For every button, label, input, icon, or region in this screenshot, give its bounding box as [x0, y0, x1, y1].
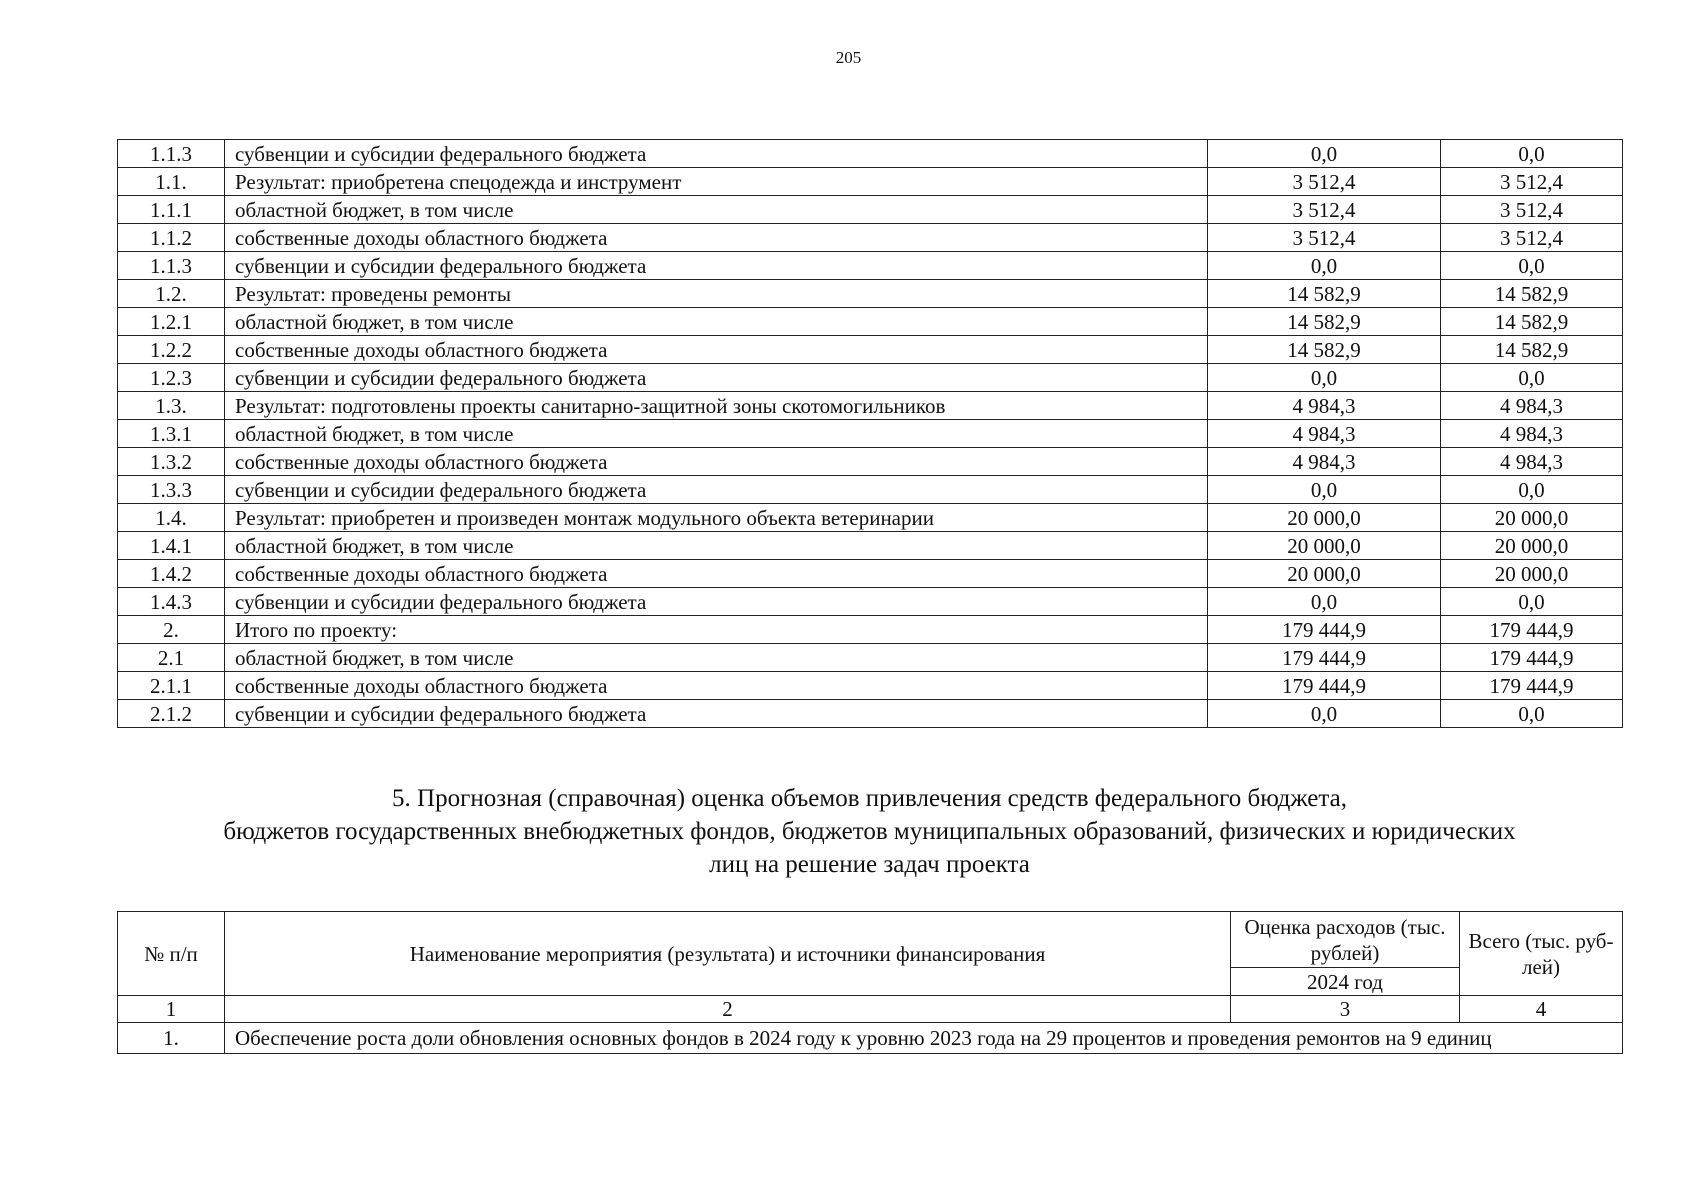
row-number: 1.1.3 [118, 252, 225, 280]
row-name: собственные доходы областного бюджета [225, 560, 1208, 588]
row-number: 1.2.3 [118, 364, 225, 392]
row-number: 1.4.1 [118, 532, 225, 560]
index-cell: 4 [1460, 996, 1623, 1023]
row-value-1: 14 582,9 [1208, 336, 1441, 364]
header-num: № п/п [118, 912, 225, 996]
row-number: 2.1.2 [118, 700, 225, 728]
table-row [118, 308, 1623, 336]
row-value-1: 14 582,9 [1208, 308, 1441, 336]
table-row [118, 224, 1623, 252]
row-value-2: 0,0 [1441, 140, 1623, 168]
section-5-title [117, 782, 1622, 881]
table-row [118, 476, 1623, 504]
row-value-1: 3 512,4 [1208, 168, 1441, 196]
row-value-1: 20 000,0 [1208, 560, 1441, 588]
row-value-1: 14 582,9 [1208, 280, 1441, 308]
row-number: 2.1.1 [118, 672, 225, 700]
table-row [118, 280, 1623, 308]
row-value-2: 3 512,4 [1441, 168, 1623, 196]
row-value-2: 179 444,9 [1441, 672, 1623, 700]
row-number: 1.1.2 [118, 224, 225, 252]
row-value-2: 4 984,3 [1441, 392, 1623, 420]
index-cell: 2 [225, 996, 1231, 1023]
row-name: областной бюджет, в том числе [225, 308, 1208, 336]
table-row [118, 700, 1623, 728]
row-value-2: 14 582,9 [1441, 280, 1623, 308]
row-name: Результат: приобретен и произведен монтаж модульного объекта ветеринарии [225, 504, 1208, 532]
row-value-1: 179 444,9 [1208, 644, 1441, 672]
row-number: 1.3.1 [118, 420, 225, 448]
row-name: Итого по проекту: [225, 616, 1208, 644]
row-name: субвенции и субсидии федерального бюджета [225, 476, 1208, 504]
row-value-2: 20 000,0 [1441, 504, 1623, 532]
table-row [118, 336, 1623, 364]
row-number: 1.4.2 [118, 560, 225, 588]
row-number: 1.1.3 [118, 140, 225, 168]
row-number: 1.3. [118, 392, 225, 420]
row-number: 1.4. [118, 504, 225, 532]
table-row [118, 420, 1623, 448]
table-row [118, 252, 1623, 280]
row-name: субвенции и субсидии федерального бюджета [225, 700, 1208, 728]
row-value-2: 14 582,9 [1441, 336, 1623, 364]
page-number: 205 [835, 48, 862, 67]
row-value-1: 3 512,4 [1208, 196, 1441, 224]
row-number: 1.2. [118, 280, 225, 308]
row-num: 1. [118, 1023, 225, 1054]
row-value-2: 0,0 [1441, 588, 1623, 616]
row-number: 2.1 [118, 644, 225, 672]
table-row [118, 644, 1623, 672]
header-year: 2024 год [1231, 968, 1460, 996]
row-name: субвенции и субсидии федерального бюджета [225, 140, 1208, 168]
table-row [118, 504, 1623, 532]
row-value-1: 0,0 [1208, 140, 1441, 168]
budget-table-body [118, 140, 1623, 728]
row-name: собственные доходы областного бюджета [225, 448, 1208, 476]
index-cell: 1 [118, 996, 225, 1023]
row-name: собственные доходы областного бюджета [225, 672, 1208, 700]
row-value-2: 4 984,3 [1441, 448, 1623, 476]
row-number: 1.2.1 [118, 308, 225, 336]
row-number: 1.3.2 [118, 448, 225, 476]
row-number: 1.3.3 [118, 476, 225, 504]
row-value-2: 20 000,0 [1441, 560, 1623, 588]
table-row [118, 532, 1623, 560]
index-cell: 3 [1231, 996, 1460, 1023]
row-value-1: 3 512,4 [1208, 224, 1441, 252]
table-row [118, 140, 1623, 168]
table-row [118, 364, 1623, 392]
row-value-1: 179 444,9 [1208, 616, 1441, 644]
row-name: областной бюджет, в том числе [225, 196, 1208, 224]
row-value-1: 20 000,0 [1208, 532, 1441, 560]
row-value-1: 0,0 [1208, 588, 1441, 616]
row-name: областной бюджет, в том числе [225, 644, 1208, 672]
row-number: 2. [118, 616, 225, 644]
row-value-1: 0,0 [1208, 364, 1441, 392]
row-name: Результат: проведены ремонты [225, 280, 1208, 308]
row-value-2: 0,0 [1441, 252, 1623, 280]
header-total: Всего (тыс. руб-лей) [1460, 912, 1623, 996]
row-value-2: 3 512,4 [1441, 196, 1623, 224]
row-value-2: 0,0 [1441, 700, 1623, 728]
table-row [118, 616, 1623, 644]
table-row [118, 588, 1623, 616]
header-estimate: Оценка расходов (тыс. рублей) [1231, 912, 1460, 968]
header-name: Наименование мероприятия (результата) и источники финансирования [225, 912, 1231, 996]
row-value-2: 179 444,9 [1441, 644, 1623, 672]
row-value-1: 0,0 [1208, 252, 1441, 280]
row-name: субвенции и субсидии федерального бюджета [225, 364, 1208, 392]
table-row [118, 392, 1623, 420]
row-value-1: 0,0 [1208, 700, 1441, 728]
row-name: областной бюджет, в том числе [225, 420, 1208, 448]
row-name: Результат: подготовлены проекты санитарно-защитной зоны скотомогильников [225, 392, 1208, 420]
row-value-2: 0,0 [1441, 364, 1623, 392]
row-value-1: 4 984,3 [1208, 392, 1441, 420]
budget-table [117, 139, 1623, 728]
table-row [118, 560, 1623, 588]
table-row [118, 1023, 1623, 1054]
row-value-1: 4 984,3 [1208, 448, 1441, 476]
row-name: субвенции и субсидии федерального бюджета [225, 588, 1208, 616]
row-name: Результат: приобретена спецодежда и инструмент [225, 168, 1208, 196]
row-number: 1.4.3 [118, 588, 225, 616]
row-value-2: 3 512,4 [1441, 224, 1623, 252]
row-value-2: 179 444,9 [1441, 616, 1623, 644]
section-title-line-3: лиц на решение задач проекта [709, 851, 1030, 878]
row-name: областной бюджет, в том числе [225, 532, 1208, 560]
row-value-2: 4 984,3 [1441, 420, 1623, 448]
index-row [118, 996, 1623, 1023]
row-value-2: 0,0 [1441, 476, 1623, 504]
section-title-line-2: бюджетов государственных внебюджетных фондов, бюджетов муниципальных образований, физических и юридических [223, 818, 1516, 845]
row-value-1: 179 444,9 [1208, 672, 1441, 700]
row-number: 1.2.2 [118, 336, 225, 364]
table-row [118, 196, 1623, 224]
table-row [118, 672, 1623, 700]
table-row [118, 168, 1623, 196]
row-value-1: 20 000,0 [1208, 504, 1441, 532]
row-value-2: 14 582,9 [1441, 308, 1623, 336]
row-value-1: 4 984,3 [1208, 420, 1441, 448]
forecast-table [117, 911, 1623, 1054]
row-text: Обеспечение роста доли обновления основных фондов в 2024 году к уровню 2023 года на 29 процентов и проведения ремонтов на 9 единиц [225, 1023, 1623, 1054]
row-number: 1.1. [118, 168, 225, 196]
section-title-line-1: 5. Прогнозная (справочная) оценка объемов привлечения средств федерального бюджета, [392, 785, 1347, 812]
row-value-1: 0,0 [1208, 476, 1441, 504]
row-value-2: 20 000,0 [1441, 532, 1623, 560]
row-name: собственные доходы областного бюджета [225, 224, 1208, 252]
table-row [118, 448, 1623, 476]
row-name: субвенции и субсидии федерального бюджета [225, 252, 1208, 280]
row-number: 1.1.1 [118, 196, 225, 224]
row-name: собственные доходы областного бюджета [225, 336, 1208, 364]
